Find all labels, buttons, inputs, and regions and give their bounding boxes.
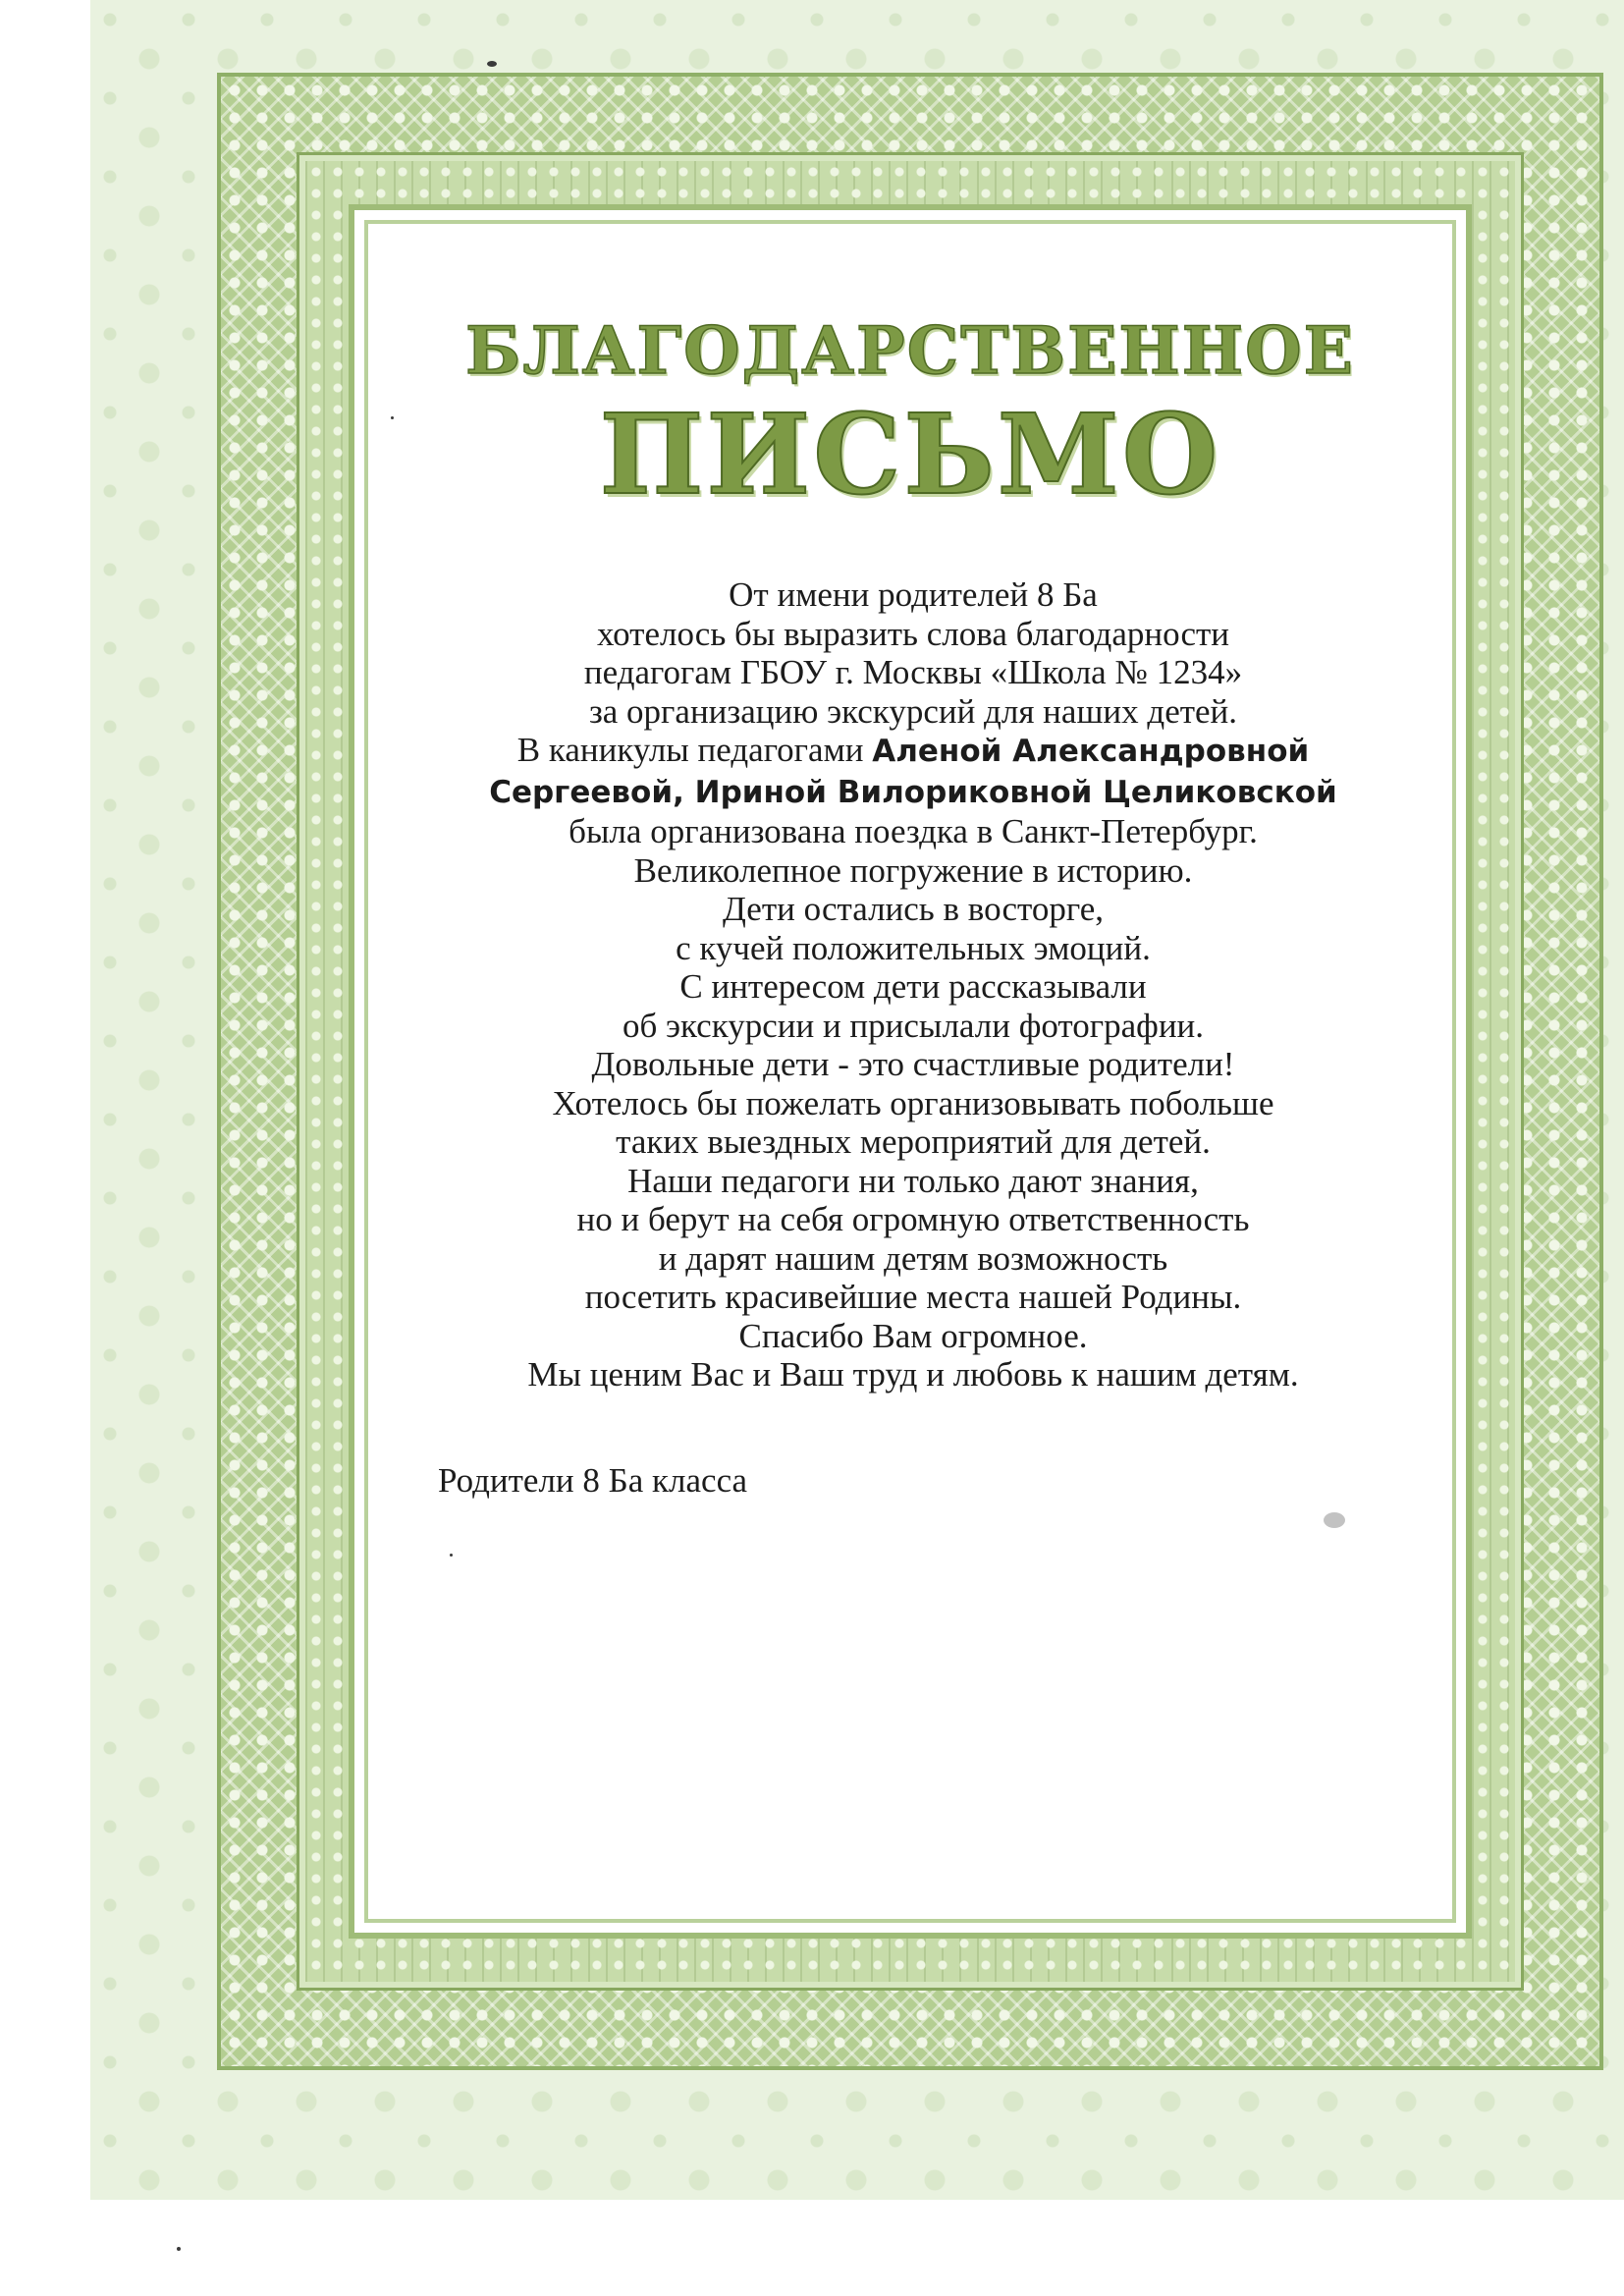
scan-speck xyxy=(1324,1512,1345,1528)
letter-line: педагогам ГБОУ г. Москвы «Школа № 1234» xyxy=(583,653,1243,691)
letter-line: таких выездных мероприятий для детей. xyxy=(616,1122,1211,1161)
scan-speck xyxy=(391,416,394,419)
letter-line-prefix: В каникулы педагогами xyxy=(516,731,873,769)
letter-line: хотелось бы выразить слова благодарности xyxy=(596,614,1230,653)
teacher-name-1: Аленой Александровной xyxy=(872,734,1310,769)
letter-line: От имени родителей 8 Ба xyxy=(729,575,1098,614)
letter-line: и дарят нашим детям возможность xyxy=(658,1238,1168,1278)
signature: Родители 8 Ба класса xyxy=(438,1461,748,1500)
letter-line: была организована поездка в Санкт-Петербург. xyxy=(568,812,1258,850)
letter-line: Спасибо Вам огромное. xyxy=(738,1316,1088,1355)
letter-line: но и берут на себя огромную ответственность xyxy=(576,1200,1250,1238)
letter-line: С интересом дети рассказывали xyxy=(679,967,1147,1006)
letter-body xyxy=(393,575,1434,1394)
scan-speck xyxy=(177,2247,181,2251)
title-line-2: ПИСЬМО xyxy=(599,391,1221,519)
letter-line: Хотелось бы пожелать организовывать побольше xyxy=(552,1083,1274,1122)
scan-speck xyxy=(450,1554,453,1557)
letter-line: за организацию экскурсий для наших детей. xyxy=(588,691,1238,731)
teacher-names-2: Сергеевой, Ириной Вилориковной Целиковской xyxy=(489,774,1337,810)
letter-line: Мы ценим Вас и Ваш труд и любовь к нашим детям. xyxy=(527,1355,1299,1394)
scan-speck xyxy=(487,61,497,67)
letter-line: Дети остались в восторге, xyxy=(722,890,1104,928)
letter-line: Довольные дети - это счастливые родители! xyxy=(591,1045,1235,1083)
title-line-1: БЛАГОДАРСТВЕННОЕ xyxy=(465,312,1355,389)
letter-line-teachers-names xyxy=(393,772,1434,813)
letter-line: посетить красивейшие места нашей Родины. xyxy=(584,1278,1242,1316)
letter-line: Наши педагоги ни только дают знания, xyxy=(627,1161,1199,1200)
letter-line: об экскурсии и присылали фотографии. xyxy=(622,1006,1205,1045)
letter-line: Великолепное погружение в историю. xyxy=(633,850,1193,890)
letter-line-teachers-intro xyxy=(393,731,1434,772)
letter-line: с кучей положительных эмоций. xyxy=(676,928,1151,967)
